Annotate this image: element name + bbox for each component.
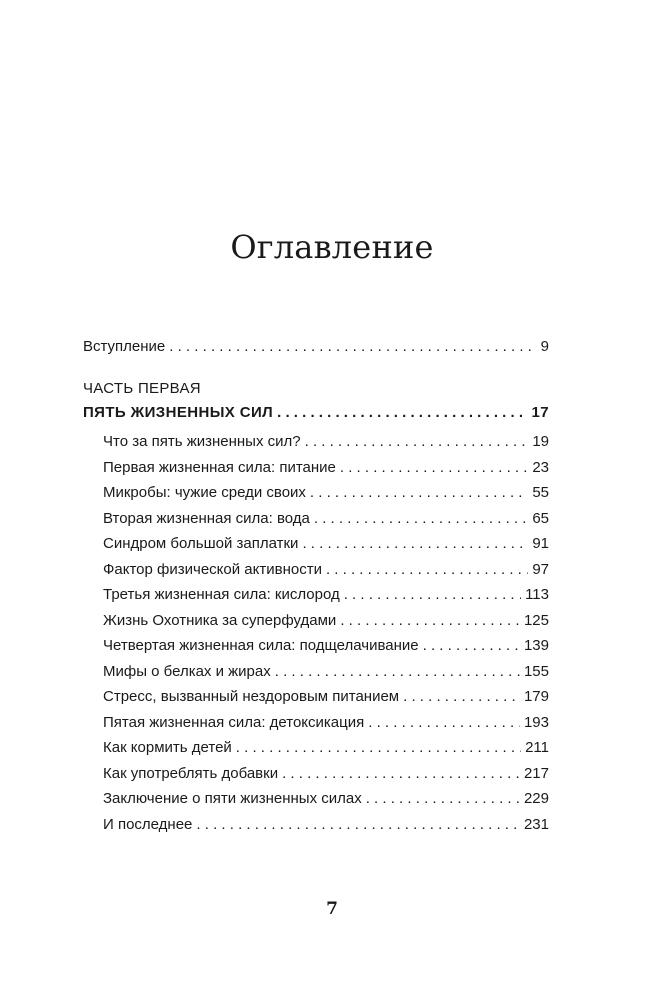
toc-entry-page: 55	[532, 484, 549, 501]
toc-entry-label: Вторая жизненная сила: вода	[103, 509, 310, 527]
toc-entry[interactable]	[83, 561, 549, 587]
toc-entry[interactable]	[83, 816, 549, 842]
toc-entry[interactable]	[83, 510, 549, 536]
toc-entry-label: И последнее	[103, 815, 193, 833]
toc-entry-label: Что за пять жизненных сил?	[103, 433, 301, 450]
toc-leader-dots	[314, 510, 528, 527]
toc-entry[interactable]	[83, 459, 549, 485]
toc-leader-dots	[236, 739, 521, 756]
toc-leader-dots	[340, 459, 528, 476]
toc-leader-dots	[277, 404, 527, 421]
toc-entry-label: Микробы: чужие среди своих	[103, 484, 306, 501]
toc-leader-dots	[368, 714, 520, 731]
toc-entry-page: 97	[532, 560, 549, 578]
toc-entry-label: Пятая жизненная сила: детоксикация	[103, 713, 365, 731]
toc-entry-page: 23	[532, 458, 549, 476]
toc-entry[interactable]	[83, 663, 549, 689]
page-number: 7	[326, 899, 338, 919]
toc-entry[interactable]	[83, 714, 549, 740]
toc-leader-dots	[366, 790, 520, 807]
toc-entry[interactable]	[83, 637, 549, 663]
toc-entry-page: 65	[532, 509, 549, 527]
toc-entry-page: 9	[540, 338, 549, 355]
toc-entry-page: 91	[532, 535, 549, 552]
toc-entry[interactable]	[83, 612, 549, 638]
toc-entry-page: 229	[523, 790, 549, 807]
toc-part-title-page: 17	[531, 403, 549, 421]
toc-entry-label: Синдром большой заплатки	[103, 535, 299, 552]
toc-entry-label: Четвертая жизненная сила: подщелачивание	[103, 637, 419, 654]
toc-leader-dots	[344, 586, 521, 603]
toc-leader-dots	[403, 688, 520, 705]
toc-entry[interactable]	[83, 765, 549, 791]
page-title: Оглавление	[230, 228, 434, 266]
toc-leader-dots	[275, 663, 520, 680]
toc-entry-page: 19	[532, 433, 549, 450]
toc-leader-dots	[310, 484, 528, 501]
toc-entry-label: Фактор физической активности	[103, 560, 322, 578]
toc-entry-page: 155	[523, 662, 549, 680]
toc-entry-page: 211	[525, 739, 549, 756]
part-label: ЧАСТЬ ПЕРВАЯ	[83, 379, 201, 397]
toc-leader-dots	[169, 338, 536, 355]
toc-leader-dots	[423, 637, 520, 654]
toc-leader-dots	[340, 612, 520, 629]
toc-entry-label: Стресс, вызванный нездоровым питанием	[103, 688, 400, 705]
toc-entry[interactable]	[83, 790, 549, 816]
toc-leader-dots	[302, 535, 528, 552]
toc-entry[interactable]	[83, 484, 549, 510]
toc-entry[interactable]	[83, 688, 549, 714]
table-of-contents	[83, 338, 549, 841]
toc-entry-page: 125	[523, 611, 549, 629]
toc-entry-page: 193	[523, 713, 549, 731]
toc-entries-list	[83, 433, 549, 841]
toc-part-title[interactable]	[83, 404, 549, 430]
toc-leader-dots	[326, 561, 528, 578]
toc-entry[interactable]	[83, 433, 549, 459]
toc-leader-dots	[305, 433, 529, 450]
toc-entry-label: Третья жизненная сила: кислород	[103, 586, 340, 603]
toc-entry-page: 217	[523, 764, 549, 782]
toc-entry[interactable]	[83, 535, 549, 561]
toc-entry-label: Жизнь Охотника за суперфудами	[103, 611, 337, 629]
toc-entry-label: Первая жизненная сила: питание	[103, 458, 336, 476]
toc-entry-page: 179	[523, 688, 549, 705]
toc-part-title-label: ПЯТЬ ЖИЗНЕННЫХ СИЛ	[83, 403, 274, 421]
toc-entry-page: 231	[523, 815, 549, 833]
toc-entry-intro[interactable]	[83, 338, 549, 364]
toc-entry[interactable]	[83, 739, 549, 765]
toc-entry-label: Мифы о белках и жирах	[103, 662, 271, 680]
toc-entry-label: Вступление	[83, 338, 166, 355]
toc-entry-page: 139	[523, 637, 549, 654]
toc-entry[interactable]	[83, 586, 549, 612]
toc-entry-label: Заключение о пяти жизненных силах	[103, 790, 362, 807]
toc-entry-page: 113	[525, 586, 549, 603]
toc-leader-dots	[282, 765, 520, 782]
toc-entry-label: Как употреблять добавки	[103, 764, 279, 782]
toc-entry-label: Как кормить детей	[103, 739, 232, 756]
toc-leader-dots	[196, 816, 520, 833]
